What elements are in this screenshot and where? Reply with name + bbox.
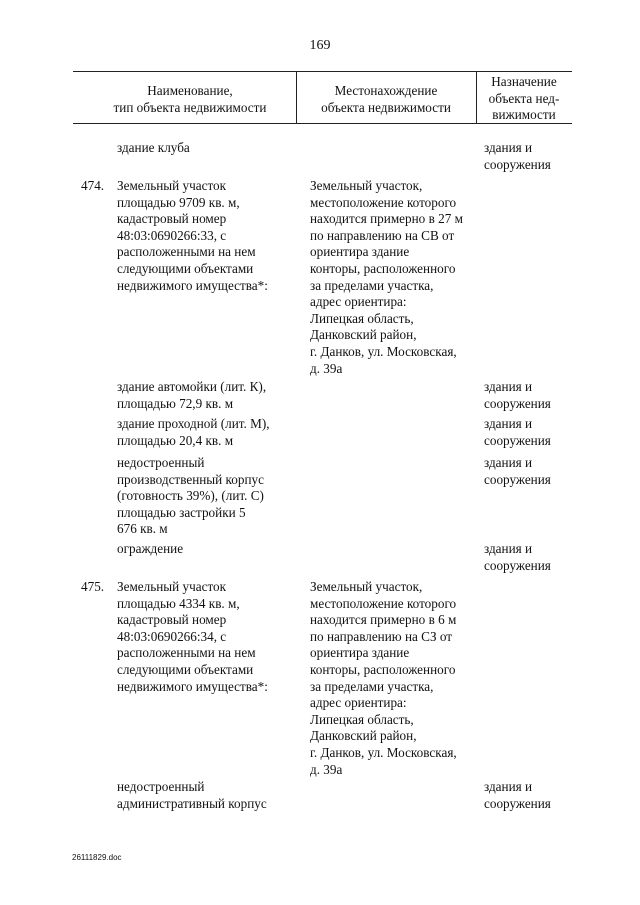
row-name: здание клуба bbox=[117, 140, 190, 155]
row-number: 475. bbox=[81, 579, 105, 594]
row-location: Земельный участок, местоположение которого находится примерно в 6 м по направлению на СЗ от ориентира здание конторы, расположенного за пределами участка, адрес ориентира: Липецкая область, Данковский район, г. Данков, ул. Московская, д. 39а bbox=[310, 579, 457, 777]
row-name: здание автомойки (лит. К), площадью 72,9 кв. м bbox=[117, 379, 267, 411]
row-name: Земельный участок площадью 9709 кв. м, кадастровый номер 48:03:0690266:33, с расположенными на нем следующими объектами недвижимого имущества*: bbox=[117, 178, 268, 293]
row-purpose: здания и сооружения bbox=[484, 779, 551, 811]
row-name: недостроенный производственный корпус (готовность 39%), (лит. С) площадью застройки 5 676 кв. м bbox=[117, 455, 264, 537]
header-location-column: Местонахождение объекта недвижимости bbox=[321, 83, 451, 115]
row-purpose: здания и сооружения bbox=[484, 379, 551, 411]
file-name-footer: 26111829.doc bbox=[72, 853, 122, 862]
row-purpose: здания и сооружения bbox=[484, 455, 551, 487]
header-purpose-column: Назначение объекта нед- вижимости bbox=[488, 74, 560, 123]
header-name-column: Наименование, тип объекта недвижимости bbox=[113, 83, 267, 115]
page-number: 169 bbox=[309, 38, 331, 53]
row-number: 474. bbox=[81, 178, 105, 193]
row-location: Земельный участок, местоположение которого находится примерно в 27 м по направлению на СВ от ориентира здание конторы, расположенного за пределами участка, адрес ориентира: Липецкая область, Данковский район, г. Данков, ул. Московская, д. 39а bbox=[310, 178, 463, 376]
row-name: Земельный участок площадью 4334 кв. м, кадастровый номер 48:03:0690266:34, с расположенными на нем следующими объектами недвижимого имущества*: bbox=[117, 579, 268, 694]
row-name: здание проходной (лит. М), площадью 20,4 кв. м bbox=[117, 416, 270, 448]
row-purpose: здания и сооружения bbox=[484, 140, 551, 172]
row-name: недостроенный административный корпус bbox=[117, 779, 267, 811]
header-top-rule bbox=[73, 71, 572, 72]
row-purpose: здания и сооружения bbox=[484, 541, 551, 573]
row-name: ограждение bbox=[117, 541, 184, 556]
row-purpose: здания и сооружения bbox=[484, 416, 551, 448]
